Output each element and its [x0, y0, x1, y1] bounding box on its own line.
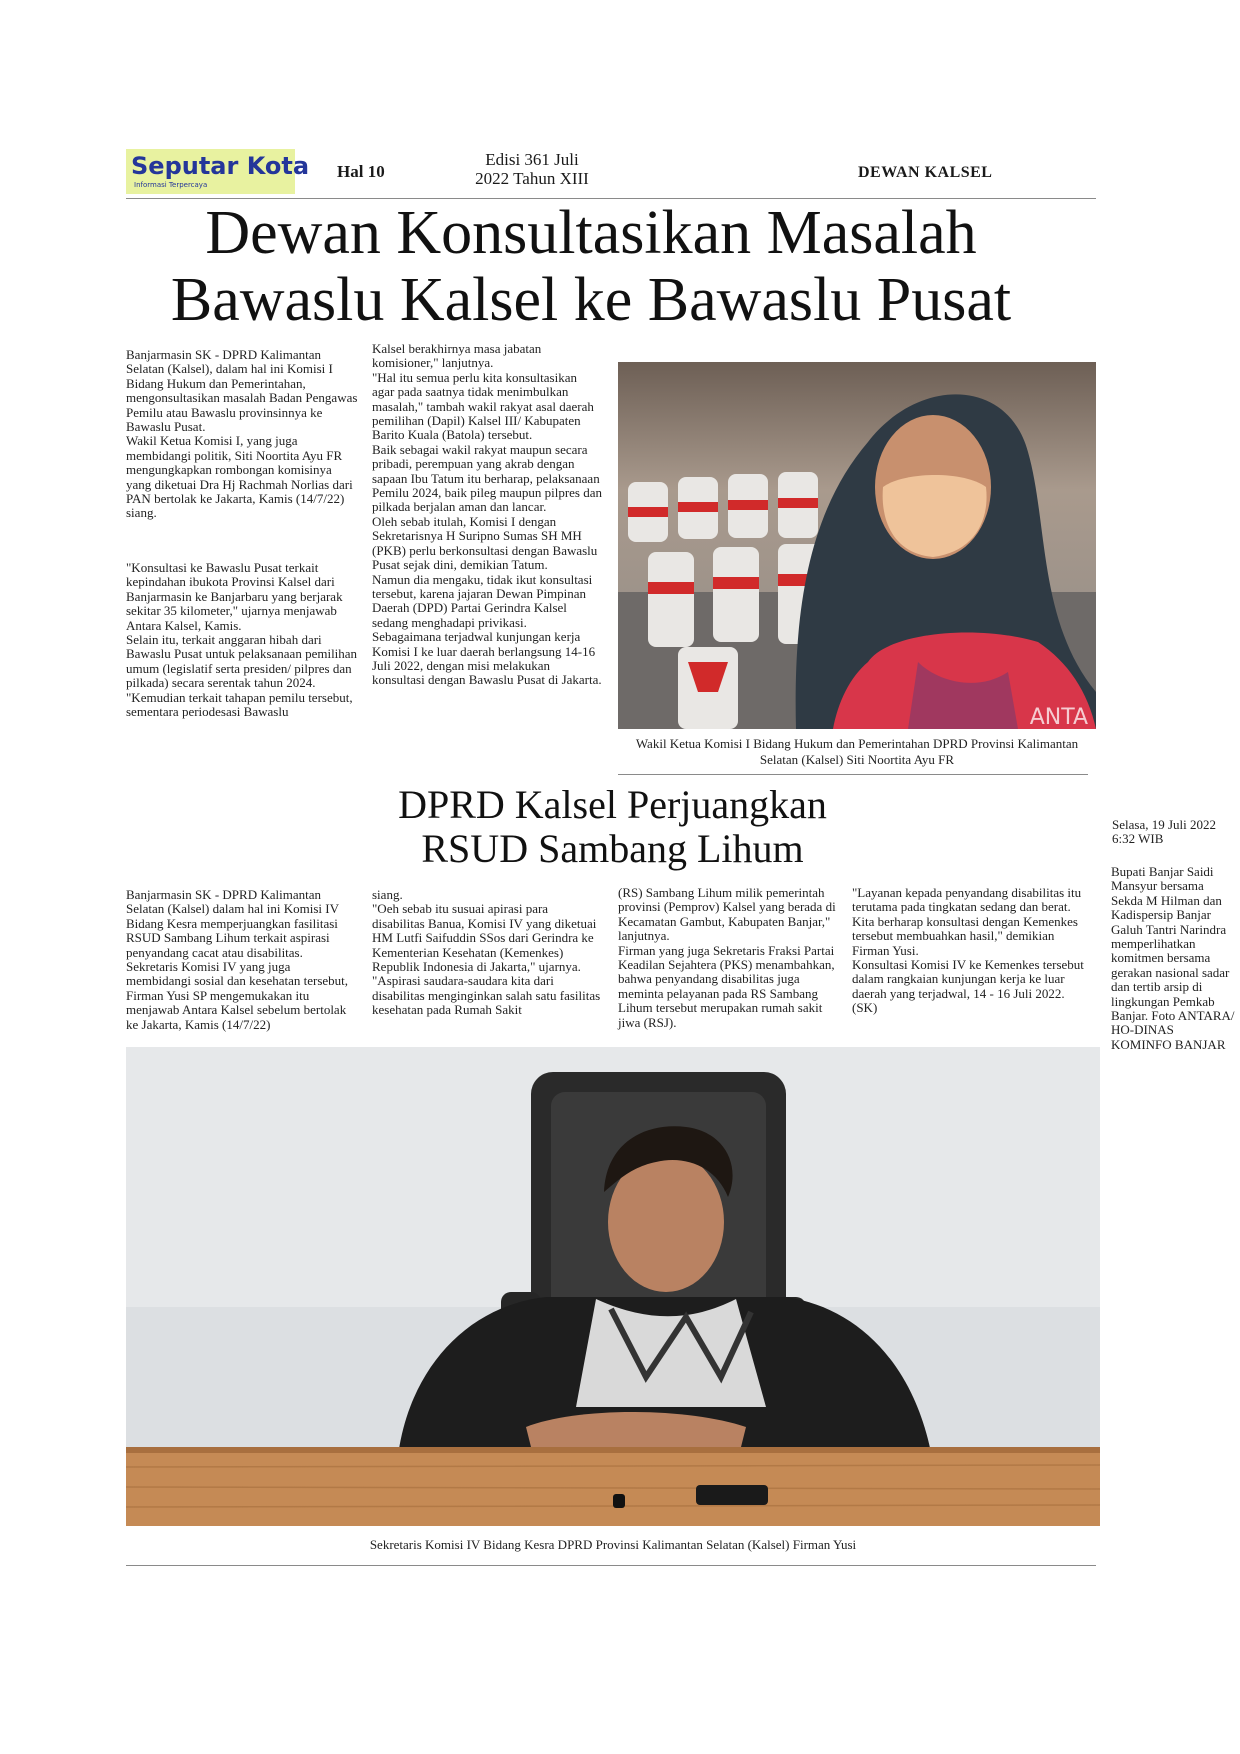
paragraph: Baik sebagai wakil rakyat maupun secara pribadi, perempuan yang akrab dengan sapaan Ibu Tatum itu berharap, pelaksanaan Pemilu 2024, baik pileg maupun pilpres dan pilkada berjalan aman dan lancar.: [372, 441, 602, 515]
edition-info: [462, 150, 602, 188]
article1-headline-line2: Bawaslu Kalsel ke Bawaslu Pusat: [170, 266, 1012, 334]
article2-headline: [340, 783, 885, 871]
page-number: Hal 10: [337, 162, 385, 181]
paragraph: Banjarmasin SK - DPRD Kalimantan Selatan (Kalsel), dalam hal ini Komisi I Bidang Hukum dan Pemerintahan, mengonsultasikan masalah Badan Pengawas Pemilu atau Bawaslu provinsinnya ke Bawaslu Pusat.: [126, 347, 358, 435]
caption-rule: [618, 774, 1088, 775]
paragraph: Kalsel berakhirnya masa jabatan komisioner," lanjutnya.: [372, 341, 542, 371]
logo-tagline: Informasi Terpercaya: [134, 181, 208, 189]
article2-column-4: [852, 886, 1092, 1016]
paragraph: "Konsultasi ke Bawaslu Pusat terkait kepindahan ibukota Provinsi Kalsel dari Banjarmasin ke Banjarbaru yang berjarak sekitar 35 kilometer," ujarnya menjawab Antara Kalsel, Kamis.: [126, 559, 343, 633]
paragraph: Konsultasi Komisi IV ke Kemenkes tersebut dalam rangkaian kunjungan kerja ke luar daerah yang terjadwal, 14 - 16 Juli 2022.: [852, 957, 1084, 1001]
section-label: DEWAN KALSEL: [858, 164, 993, 181]
paragraph: Wakil Ketua Komisi I, yang juga membidangi politik, Siti Noortita Ayu FR mengungkapkan rombongan komisinya yang diketuai Dra Hj Rachmah Norlias dari PAN bertolak ke Jakarta, Kamis (14/7/22) siang.: [126, 433, 353, 521]
sidebar-time: 6:32 WIB: [1112, 831, 1164, 847]
article1-headline: [126, 200, 1056, 334]
footer-rule: [126, 1565, 1096, 1566]
paragraph: Firman yang juga Sekretaris Fraksi Partai Keadilan Sejahtera (PKS) menambahkan, bahwa penyandang disabilitas juga meminta pelayanan pada RS Sambang Lihum tersebut merupakan rumah sakit jiwa (RSJ).: [618, 942, 835, 1030]
article1-photo-caption: Wakil Ketua Komisi I Bidang Hukum dan Pemerintahan DPRD Provinsi Kalimantan Selatan (Kalsel) Siti Noortita Ayu FR: [635, 736, 1079, 767]
edition-line-2: 2022 Tahun XIII: [475, 169, 589, 188]
paragraph: (SK): [852, 1000, 878, 1016]
article2-headline-line1: DPRD Kalsel Perjuangkan: [398, 782, 827, 827]
article2-photo-caption: Sekretaris Komisi IV Bidang Kesra DPRD Provinsi Kalimantan Selatan (Kalsel) Firman Yusi: [369, 1537, 857, 1552]
photo-watermark: ANTA: [1029, 705, 1088, 729]
paragraph: "Oeh sebab itu susuai apirasi para disabilitas Banua, Komisi IV yang diketuai HM Lutfi Saifuddin SSos dari Gerindra ke Kementerian Kesehatan (Kemenkes) Republik Indonesia di Jakarta," ujarnya.: [372, 901, 597, 975]
edition-line-1: Edisi 361 Juli: [485, 150, 579, 169]
paragraph: siang.: [372, 887, 403, 902]
paragraph: Banjarmasin SK - DPRD Kalimantan Selatan (Kalsel) dalam hal ini Komisi IV Bidang Kesra memperjuangkan fasilitasi RSUD Sambang Lihum terkait aspirasi penyandang cacat atau disabilitas.: [126, 887, 339, 960]
sidebar-date: Selasa, 19 Juli 2022: [1112, 817, 1216, 832]
article2-column-2: [372, 888, 604, 1018]
paragraph: Sebagaimana terjadwal kunjungan kerja Komisi I ke luar daerah berlangsung 14-16 Juli 2022, dengan misi melakukan konsultasi dengan Bawaslu Pusat di Jakarta.: [372, 629, 602, 688]
paragraph: "Kemudian terkait tahapan pemilu tersebut, sementara periodesasi Bawaslu: [126, 689, 353, 719]
paragraph: (RS) Sambang Lihum milik pemerintah provinsi (Pemprov) Kalsel yang berada di Kecamatan Gambut, Kabupaten Banjar," lanjutnya.: [618, 885, 836, 944]
article1-headline-line1: Dewan Konsultasikan Masalah: [205, 199, 977, 267]
paragraph: Sekretaris Komisi IV yang juga membidangi sosial dan kesehatan tersebut, Firman Yusi SP mengemukakan itu menjawab Antara Kalsel sebelum bertolak ke Jakarta, Kamis (14/7/22): [126, 959, 349, 1032]
paragraph: "Aspirasi saudara-saudara kita dari disabilitas menginginkan salah satu fasilitas kesehatan pada Rumah Sakit: [372, 973, 601, 1018]
paragraph: Namun dia mengaku, tidak ikut konsultasi tersebut, karena jajaran Dewan Pimpinan Daerah (DPD) Partai Gerindra Kalsel sedang menghadapi privikasi.: [372, 571, 593, 630]
article1-photo: [618, 362, 1096, 729]
article2-column-1: [126, 888, 358, 1032]
article1-column-2: [372, 342, 602, 688]
publication-logo: [126, 149, 310, 194]
article2-headline-line2: RSUD Sambang Lihum: [421, 826, 804, 871]
paragraph: Selain itu, terkait anggaran hibah dari Bawaslu Pusat untuk pelaksanaan pemilihan umum (legislatif serta presiden/ pilpres dan pilkada) secara serentak tahun 2024.: [126, 631, 358, 691]
sidebar-dateline: [1112, 818, 1236, 847]
paragraph: "Hal itu semua perlu kita konsultasikan agar pada saatnya tidak menimbulkan masalah," tambah wakil rakyat asal daerah pemilihan (Dapil) Kalsel III/ Kabupaten Barito Kuala (Batola) tersebut.: [372, 369, 594, 443]
paragraph: "Layanan kepada penyandang disabilitas itu terutama pada tingkatan sedang dan berat. Kita berharap konsultasi dengan Kemenkes tersebut membuahkan hasil," demikian Firman Yusi.: [852, 885, 1082, 958]
article2-column-3: [618, 886, 843, 1030]
logo-title: Seputar Kota: [131, 152, 310, 180]
sidebar-caption: Bupati Banjar Saidi Mansyur bersama Sekda M Hilman dan Kadispersip Banjar Galuh Tantri Narindra memperlihatkan komitmen bersama gerakan nasional sadar dan tertib arsip di lingkungan Pemkab Banjar. Foto ANTARA/ HO-DINAS KOMINFO BANJAR: [1111, 864, 1235, 1052]
article2-photo: [126, 1047, 1100, 1526]
paragraph: Oleh sebab itulah, Komisi I dengan Sekretarisnya H Suripno Sumas SH MH (PKB) perlu berkonsultasi dengan Bawaslu Pusat sejak dini, demikian Tatum.: [372, 513, 598, 573]
article1-column-1: [126, 348, 358, 719]
